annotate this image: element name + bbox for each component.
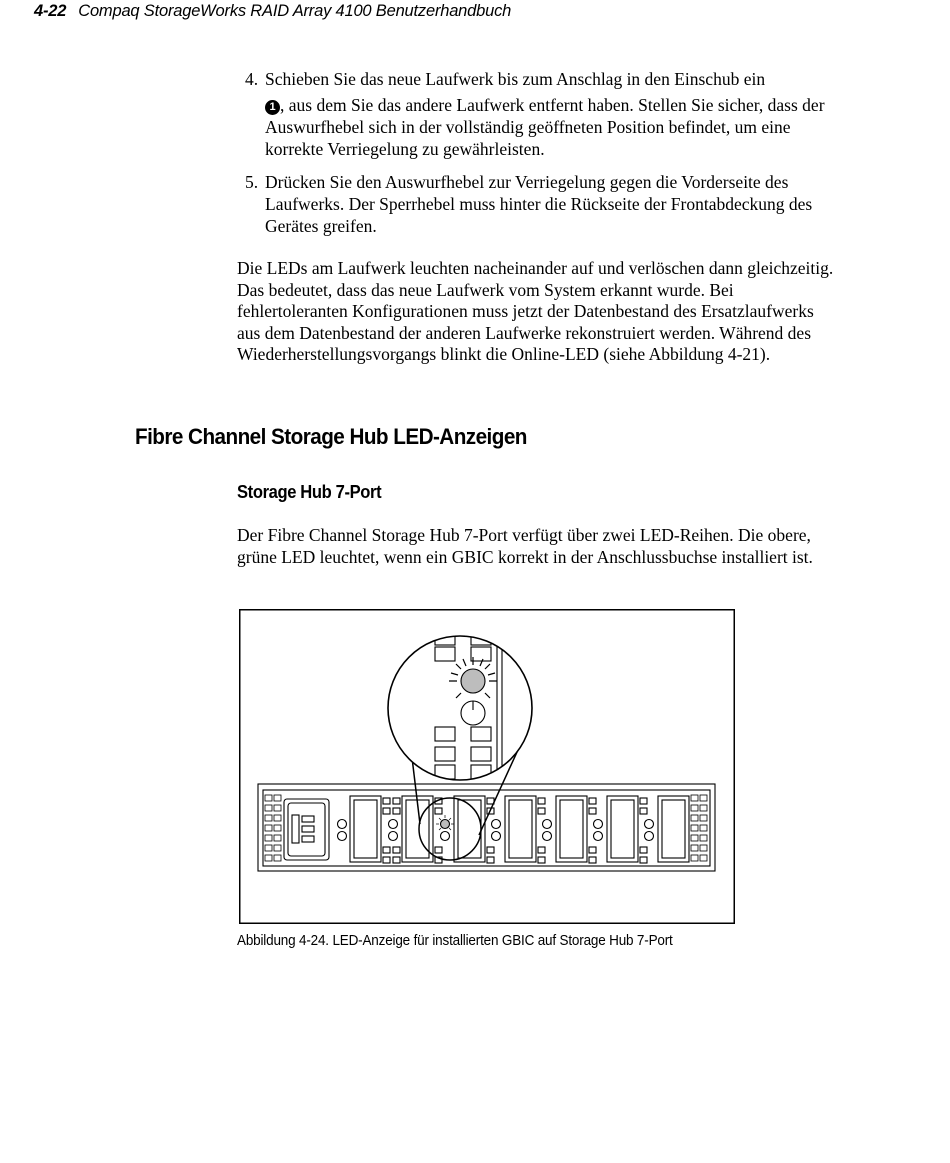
- step-item: [237, 171, 827, 237]
- paragraph-hub: Der Fibre Channel Storage Hub 7-Port verfügt über zwei LED-Reihen. Die obere, grüne LED leuchtet, wenn ein GBIC korrekt in der Anschlussbuchse installiert ist.: [237, 525, 813, 567]
- step-text: Drücken Sie den Auswurfhebel zur Verriegelung gegen die Vorderseite des Laufwerks. Der Sperrhebel muss hinter die Rückseite der Frontabdeckung des Gerätes greifen.: [265, 172, 813, 236]
- step-item: [237, 68, 827, 160]
- hub-front-panel: [258, 784, 715, 871]
- paragraph-leds: Die LEDs am Laufwerk leuchten nacheinander auf und verlöschen dann gleichzeitig. Das bedeutet, dass das neue Laufwerk vom System erkannt wurde. Bei fehlertoleranten Konfigurationen muss jetzt der Datenbestand des Ersatzlaufwerks aus dem Datenbestand der anderen Laufwerke rekonstruiert werden. Während des Wiederherstellungsvorgangs blinkt die Online-LED (siehe Abbildung 4-21).: [237, 258, 834, 364]
- step-text-line1: Schieben Sie das neue Laufwerk bis zum Anschlag in den Einschub ein: [265, 69, 766, 89]
- instruction-steps: [237, 68, 827, 248]
- subsection-heading: Storage Hub 7-Port: [237, 482, 382, 502]
- power-connector: [284, 799, 329, 860]
- manual-title: Compaq StorageWorks RAID Array 4100 Benutzerhandbuch: [78, 2, 512, 20]
- page-header: [34, 2, 511, 21]
- step-text-rest: , aus dem Sie das andere Laufwerk entfernt haben. Stellen Sie sicher, dass der Auswurfhebel sich in der vollständig geöffneten Position befindet, um eine korrekte Verriegelung zu gewährleisten.: [265, 95, 825, 159]
- page-number: 4-22: [34, 2, 67, 20]
- step-number: 4.: [245, 69, 259, 89]
- storage-hub-figure: [239, 609, 735, 924]
- step-number: 5.: [245, 172, 259, 192]
- figure-caption: Abbildung 4-24. LED-Anzeige für installierten GBIC auf Storage Hub 7-Port: [237, 932, 673, 949]
- step-text-continued: [265, 94, 827, 160]
- callout-1-icon: 1: [265, 100, 280, 115]
- section-heading: Fibre Channel Storage Hub LED-Anzeigen: [135, 424, 527, 449]
